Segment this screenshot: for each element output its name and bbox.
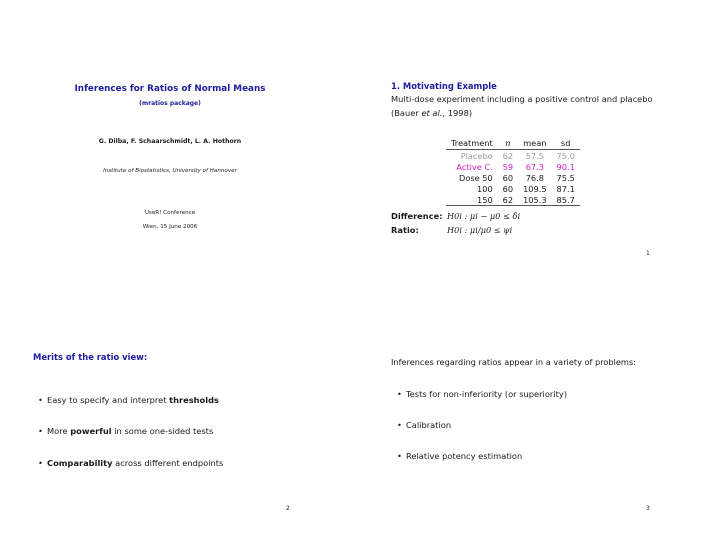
slide2-bullet-2-text: More (47, 426, 71, 436)
slide2-heading: Merits of the ratio view: (33, 352, 148, 362)
cell-n: 60 (502, 172, 514, 183)
slide0-conference: UseR! Conference (144, 210, 196, 216)
slide1-line2 (391, 106, 691, 120)
slide1-line2-pre: (Bauer (391, 108, 422, 118)
cell-treatment: Placebo (460, 150, 493, 161)
header-n-text: n (505, 137, 511, 148)
ratio-label: Ratio: (391, 225, 419, 235)
slide0-subtitle: (mratios package) (139, 100, 201, 107)
cell-sd: 87.1 (556, 183, 575, 194)
cell-n: 62 (498, 194, 518, 206)
slide0-title: Inferences for Ratios of Normal Means (74, 84, 266, 94)
cell-mean: 57.5 (525, 150, 544, 161)
header-sd: sd (552, 136, 580, 150)
header-mean: mean (518, 136, 551, 150)
slide1-page-number: 1 (646, 250, 650, 257)
cell-treatment: Dose 50 (459, 172, 493, 183)
slide3-bullet-1 (397, 389, 567, 399)
cell-treatment: Active C. (456, 161, 493, 172)
difference-label: Difference: (391, 211, 443, 221)
slide2-bullet-1 (38, 395, 219, 405)
slide2-bullet-3-bold: Comparability (47, 458, 113, 468)
slide1-line2-etal: et al. (421, 108, 443, 118)
slide0 (30, 84, 310, 107)
slide3-bullet-2-text: Calibration (406, 420, 452, 430)
treatment-table-wrap (446, 136, 580, 206)
table-row (446, 161, 580, 172)
slide2-bullet-1-bold: thresholds (169, 395, 219, 405)
slide0-authors: G. Dilba, F. Schaarschmidt, L. A. Hothorn (98, 138, 242, 145)
difference-expr: H0i : μi − μ0 ≤ δi (447, 211, 521, 221)
cell-n: 59 (502, 161, 514, 172)
cell-sd: 75.0 (556, 150, 575, 161)
cell-mean: 67.3 (525, 161, 544, 172)
slide2-bullet-1-text: Easy to specify and interpret (47, 395, 170, 405)
cell-treatment: 150 (446, 194, 498, 206)
slide2-bullet-2-bold: powerful (70, 426, 112, 436)
slide3-intro: Inferences regarding ratios appear in a variety of problems: (391, 357, 636, 367)
slide1-line2-post: , 1998) (442, 108, 473, 118)
header-treatment: Treatment (446, 136, 498, 150)
slide3-bullet-2 (397, 420, 451, 430)
header-n (498, 136, 518, 150)
table-row (446, 194, 580, 206)
slide3-bullet-3-text: Relative potency estimation (406, 451, 523, 461)
cell-n: 62 (502, 150, 514, 161)
bullet-icon: • (397, 451, 402, 461)
slide2-bullet-2 (38, 426, 213, 436)
cell-sd: 75.5 (556, 172, 575, 183)
bullet-icon: • (397, 420, 402, 430)
slide2-page-number: 2 (286, 505, 290, 512)
table-row (446, 172, 580, 183)
cell-sd: 85.7 (552, 194, 580, 206)
cell-treatment: 100 (477, 183, 493, 194)
slide2-bullet-2-post: in some one-sided tests (111, 426, 214, 436)
ratio-expr: H0i : μi/μ0 ≤ ψi (447, 225, 513, 235)
cell-n: 60 (502, 183, 514, 194)
treatment-table (446, 136, 580, 206)
bullet-icon: • (38, 395, 43, 405)
cell-sd: 90.1 (556, 161, 575, 172)
slide1-line1: Multi-dose experiment including a positive control and placebo (391, 94, 653, 104)
cell-mean: 109.5 (523, 183, 547, 194)
slide0-place-date: Wien, 15 June 2006 (142, 224, 198, 230)
bullet-icon: • (38, 426, 43, 436)
slide3-bullet-1-text: Tests for non-inferiority (or superiority) (406, 389, 568, 399)
bullet-icon: • (397, 389, 402, 399)
ratio-line (391, 225, 512, 235)
cell-mean: 76.8 (525, 172, 544, 183)
table-row (446, 183, 580, 194)
cell-mean: 105.3 (518, 194, 551, 206)
slide3-bullet-3 (397, 451, 522, 461)
slide1 (391, 81, 691, 120)
table-header-row (446, 136, 580, 150)
table-row (446, 150, 580, 162)
slide2-bullet-3 (38, 458, 223, 468)
slide1-heading: 1. Motivating Example (391, 81, 497, 91)
slide2-bullet-3-post: across different endpoints (112, 458, 224, 468)
slide0-institute: Institute of Biostatistics, University of Hannover (103, 168, 237, 174)
bullet-icon: • (38, 458, 43, 468)
difference-line (391, 211, 520, 221)
slide3-page-number: 3 (646, 505, 650, 512)
